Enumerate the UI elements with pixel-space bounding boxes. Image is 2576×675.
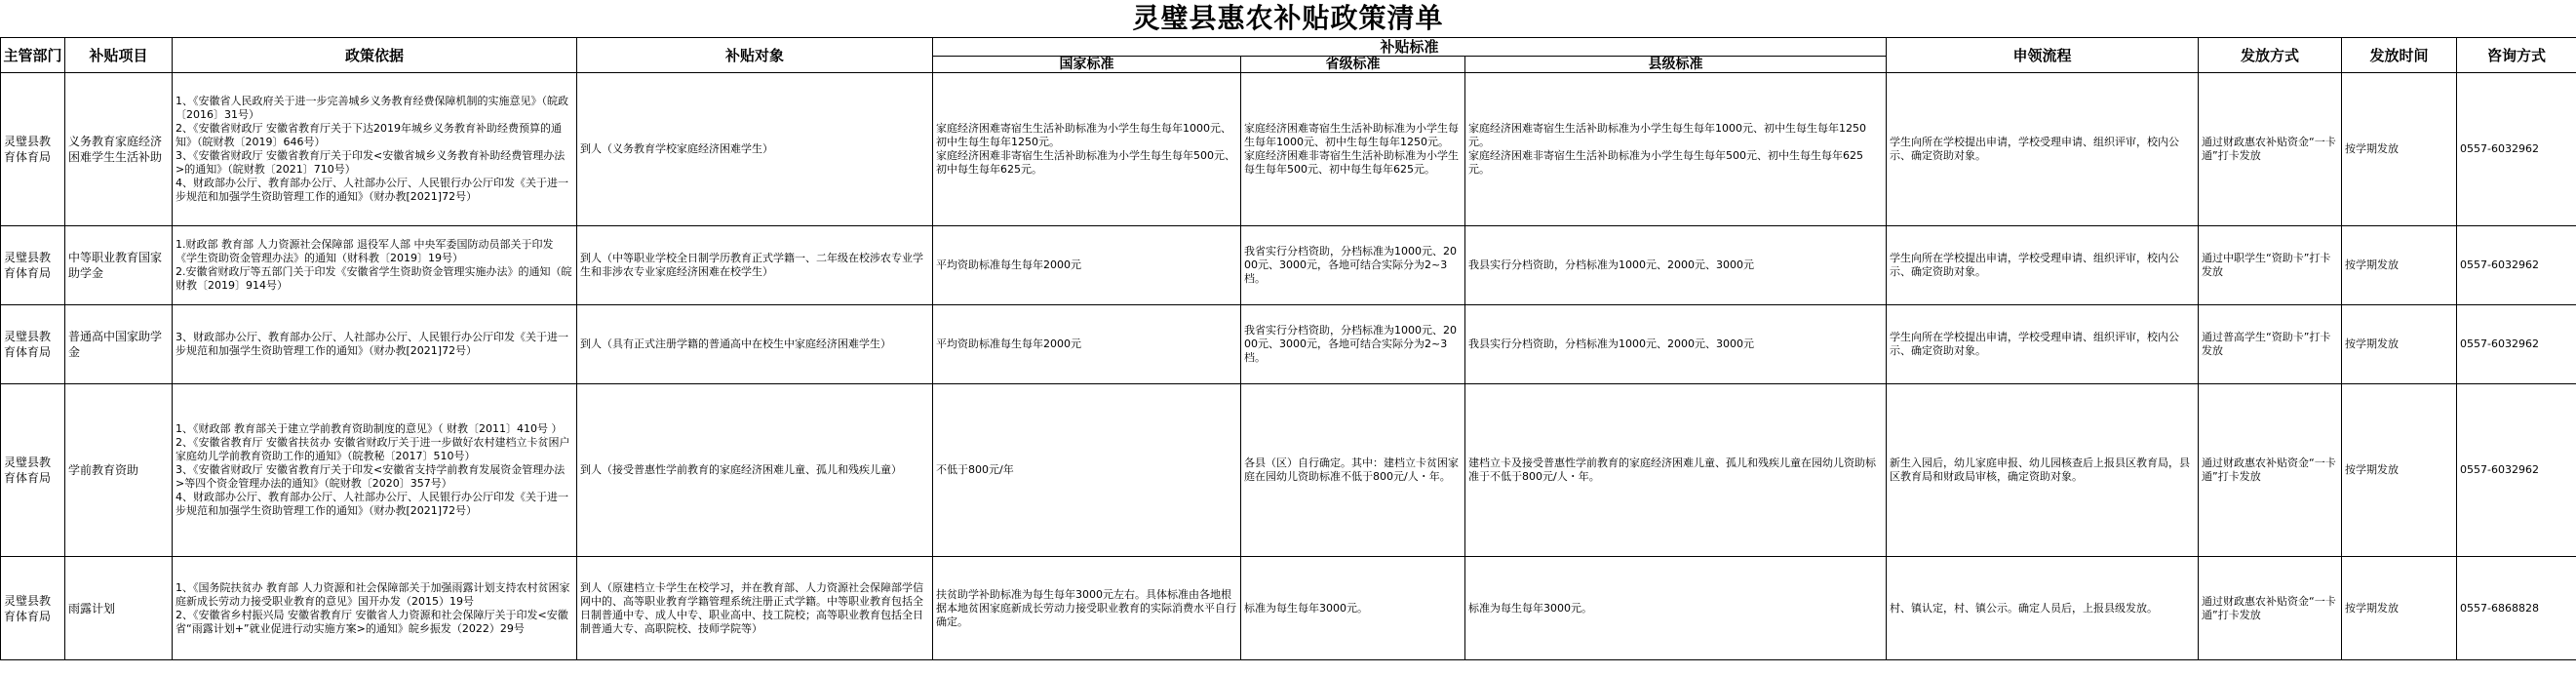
cell-target: 到人（中等职业学校全日制学历教育正式学籍一、二年级在校涉农专业学生和非涉农专业家庭经济困难在校学生） [577, 226, 933, 305]
cell-provincial: 标准为每生每年3000元。 [1241, 557, 1465, 660]
cell-time: 按学期发放 [2342, 73, 2457, 226]
cell-national: 平均资助标准每生每年2000元 [933, 305, 1241, 384]
cell-method: 通过财政惠农补贴资金“一卡通”打卡发放 [2199, 384, 2342, 557]
cell-national: 扶贫助学补助标准为每生每年3000元左右。具体标准由各地根据本地贫困家庭新成长劳动力接受职业教育的实际消费水平自行确定。 [933, 557, 1241, 660]
cell-item: 义务教育家庭经济困难学生生活补助 [65, 73, 173, 226]
cell-contact: 0557-6032962 [2457, 384, 2576, 557]
cell-target: 到人（原建档立卡学生在校学习，并在教育部、人力资源社会保障部学信网中的、高等职业教育学籍管理系统注册正式学籍。中等职业教育包括全日制普通中专、成人中专、职业高中、技工院校；高等职业教育包括全日制普通大专、高职院校、技师学院等） [577, 557, 933, 660]
cell-method: 通过普高学生“资助卡”打卡发放 [2199, 305, 2342, 384]
cell-national: 不低于800元/年 [933, 384, 1241, 557]
header-method: 发放方式 [2199, 38, 2342, 73]
cell-process: 学生向所在学校提出申请，学校受理申请、组织评审，校内公示、确定资助对象。 [1887, 305, 2199, 384]
cell-time: 按学期发放 [2342, 226, 2457, 305]
cell-target: 到人（接受普惠性学前教育的家庭经济困难儿童、孤儿和残疾儿童） [577, 384, 933, 557]
cell-basis: 1、《国务院扶贫办 教育部 人力资源和社会保障部关于加强雨露计划支持农村贫困家庭新成长劳动力接受职业教育的意见》国开办发（2015）19号 2、《安徽省乡村振兴局 安徽省教育厅 安徽省人力资源和社会保障厅关于印发<安徽省“雨露计划+”就业促进行动实施方案>的通知》皖乡振发（2022）29号 [173, 557, 577, 660]
header-basis: 政策依据 [173, 38, 577, 73]
header-target: 补贴对象 [577, 38, 933, 73]
header-national: 国家标准 [933, 57, 1241, 73]
cell-provincial: 家庭经济困难寄宿生生活补助标准为小学生每生每年1000元、初中生每生每年1250元。 家庭经济困难非寄宿生生活补助标准为小学生每生每年500元、初中每生每年625元。 [1241, 73, 1465, 226]
cell-dept: 灵璧县教育体育局 [1, 226, 65, 305]
cell-process: 学生向所在学校提出申请，学校受理申请、组织评审，校内公示、确定资助对象。 [1887, 226, 2199, 305]
table-row [1, 384, 2576, 557]
header-provincial: 省级标准 [1241, 57, 1465, 73]
header-standard: 补贴标准 [933, 38, 1887, 57]
cell-contact: 0557-6032962 [2457, 305, 2576, 384]
header-process: 申领流程 [1887, 38, 2199, 73]
cell-basis: 3、财政部办公厅、教育部办公厅、人社部办公厅、人民银行办公厅印发《关于进一步规范和加强学生资助管理工作的通知》（财办教[2021]72号） [173, 305, 577, 384]
header-dept: 主管部门 [1, 38, 65, 73]
cell-county: 我县实行分档资助，分档标准为1000元、2000元、3000元 [1465, 226, 1887, 305]
cell-dept: 灵璧县教育体育局 [1, 384, 65, 557]
cell-county: 标准为每生每年3000元。 [1465, 557, 1887, 660]
cell-method: 通过中职学生“资助卡”打卡发放 [2199, 226, 2342, 305]
cell-county: 建档立卡及接受普惠性学前教育的家庭经济困难儿童、孤儿和残疾儿童在园幼儿资助标准于不低于800元/人・年。 [1465, 384, 1887, 557]
cell-item: 普通高中国家助学金 [65, 305, 173, 384]
cell-dept: 灵璧县教育体育局 [1, 557, 65, 660]
cell-contact: 0557-6868828 [2457, 557, 2576, 660]
table-row [1, 73, 2576, 226]
table-row [1, 226, 2576, 305]
cell-national: 平均资助标准每生每年2000元 [933, 226, 1241, 305]
cell-contact: 0557-6032962 [2457, 73, 2576, 226]
header-time: 发放时间 [2342, 38, 2457, 73]
cell-contact: 0557-6032962 [2457, 226, 2576, 305]
cell-method: 通过财政惠农补贴资金“一卡通”打卡发放 [2199, 73, 2342, 226]
cell-dept: 灵璧县教育体育局 [1, 305, 65, 384]
cell-time: 按学期发放 [2342, 384, 2457, 557]
policy-table [0, 37, 2576, 660]
cell-provincial: 我省实行分档资助，分档标准为1000元、2000元、3000元，各地可结合实际分为2~3档。 [1241, 305, 1465, 384]
cell-process: 学生向所在学校提出申请，学校受理申请、组织评审，校内公示、确定资助对象。 [1887, 73, 2199, 226]
cell-basis: 1.财政部 教育部 人力资源社会保障部 退役军人部 中央军委国防动员部关于印发《学生资助资金管理办法》的通知（财科教〔2019〕19号） 2.安徽省财政厅等五部门关于印发《安徽省学生资助资金管理实施办法》的通知（皖财教〔2019〕914号） [173, 226, 577, 305]
cell-basis: 1、《财政部 教育部关于建立学前教育资助制度的意见》（ 财教〔2011〕410号 ） 2、《安徽省教育厅 安徽省扶贫办 安徽省财政厅关于进一步做好农村建档立卡贫困户家庭幼儿学前教育资助工作的通知》（皖教秘〔2017〕510号） 3、《安徽省财政厅 安徽省教育厅关于印发<安徽省支持学前教育发展资金管理办法>等四个资金管理办法的通知》（皖财教〔2020〕357号） 4、财政部办公厅、教育部办公厅、人社部办公厅、人民银行办公厅印发《关于进一步规范和加强学生资助管理工作的通知》（财办教[2021]72号） [173, 384, 577, 557]
header-contact: 咨询方式 [2457, 38, 2576, 73]
cell-process: 村、镇认定，村、镇公示。确定人员后，上报县级发放。 [1887, 557, 2199, 660]
cell-method: 通过财政惠农补贴资金“一卡通”打卡发放 [2199, 557, 2342, 660]
cell-time: 按学期发放 [2342, 305, 2457, 384]
cell-county: 我县实行分档资助，分档标准为1000元、2000元、3000元 [1465, 305, 1887, 384]
header-county: 县级标准 [1465, 57, 1887, 73]
cell-process: 新生入园后，幼儿家庭申报、幼儿园核查后上报县区教育局，县区教育局和财政局审核，确定资助对象。 [1887, 384, 2199, 557]
cell-item: 学前教育资助 [65, 384, 173, 557]
cell-basis: 1、《安徽省人民政府关于进一步完善城乡义务教育经费保障机制的实施意见》（皖政〔2016〕31号） 2、《安徽省财政厅 安徽省教育厅关于下达2019年城乡义务教育补助经费预算的通知》（皖财教〔2019〕646号） 3、《安徽省财政厅 安徽省教育厅关于印发<安徽省城乡义务教育补助经费管理办法>的通知》（皖财教〔2021〕710号） 4、财政部办公厅、教育部办公厅、人社部办公厅、人民银行办公厅印发《关于进一步规范和加强学生资助管理工作的通知》（财办教[2021]72号） [173, 73, 577, 226]
cell-provincial: 各县（区）自行确定。其中：建档立卡贫困家庭在园幼儿资助标准不低于800元/人・年。 [1241, 384, 1465, 557]
cell-target: 到人（具有正式注册学籍的普通高中在校生中家庭经济困难学生） [577, 305, 933, 384]
page-title: 灵璧县惠农补贴政策清单 [1132, 2, 1444, 34]
cell-dept: 灵璧县教育体育局 [1, 73, 65, 226]
table-row [1, 305, 2576, 384]
table-row [1, 557, 2576, 660]
cell-target: 到人（义务教育学校家庭经济困难学生） [577, 73, 933, 226]
cell-county: 家庭经济困难寄宿生生活补助标准为小学生每生每年1000元、初中生每生每年1250元。 家庭经济困难非寄宿生生活补助标准为小学生每生每年500元、初中生每生每年625元。 [1465, 73, 1887, 226]
cell-provincial: 我省实行分档资助，分档标准为1000元、2000元、3000元，各地可结合实际分为2~3档。 [1241, 226, 1465, 305]
header-item: 补贴项目 [65, 38, 173, 73]
cell-national: 家庭经济困难寄宿生生活补助标准为小学生每生每年1000元、初中生每生每年1250元。 家庭经济困难非寄宿生生活补助标准为小学生每生每年500元、初中每生每年625元。 [933, 73, 1241, 226]
cell-item: 雨露计划 [65, 557, 173, 660]
cell-time: 按学期发放 [2342, 557, 2457, 660]
cell-item: 中等职业教育国家助学金 [65, 226, 173, 305]
